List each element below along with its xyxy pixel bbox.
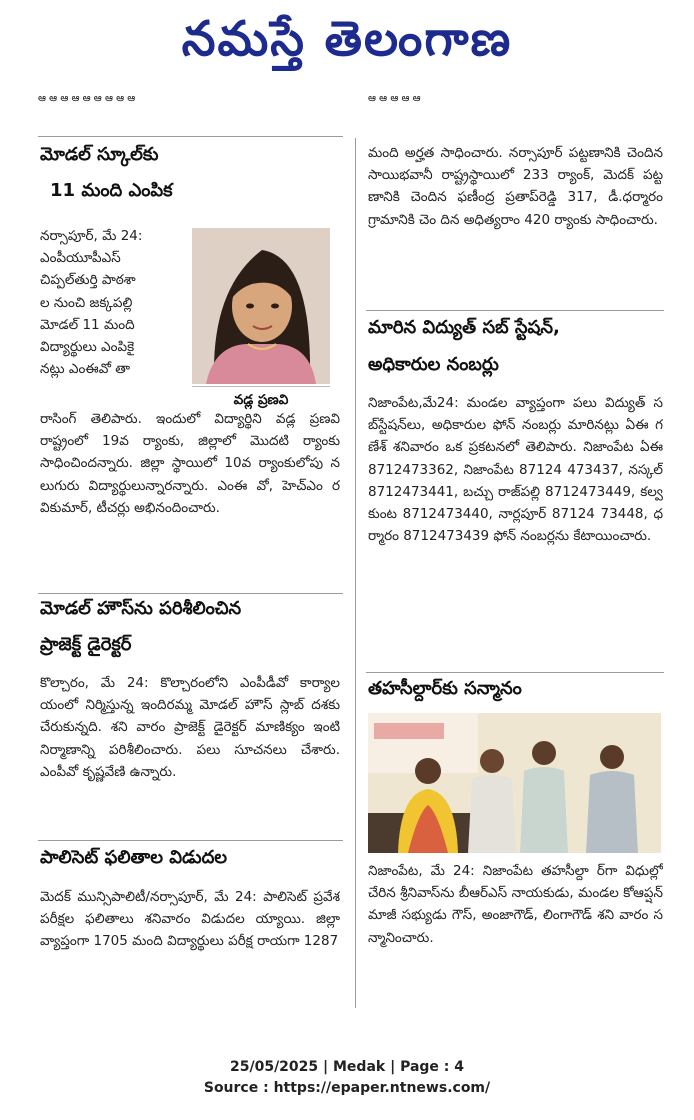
headline: మోడల్ హౌస్‌ను పరిశీలించిన xyxy=(40,598,242,619)
headline: మారిన విద్యుత్ సబ్ స్టేషన్, xyxy=(368,317,560,338)
masthead-logo: నమస్తే తెలంగాణ xyxy=(181,11,513,67)
student-photo-illustration xyxy=(192,228,330,384)
body-line: ఎంపీయూపీఎస్ xyxy=(40,250,121,267)
article-divider xyxy=(38,136,343,137)
article-divider xyxy=(38,593,343,594)
article-body: నిజాంపేట, మే 24: నిజాంపేట తహసీల్దా ర్‌గా విధుల్లో చేరిన శ్రీనివాస్‌ను బీఆర్‌ఎస్ నాయకుడు, మండల కోఆప్షన్ మాజీ సభ్యుడు గౌస్, అంజాగౌడ్, లింగాగౌడ్ శని వారం సన్మానించారు. xyxy=(368,863,663,946)
article-body: కొల్చారం, మే 24: కొల్చారంలోని ఎంపీడీవో కార్యాలయంలో నిర్మిస్తున్న ఇందిరమ్మ మోడల్ హౌస్ స్లాబ్ దశకు చేరుకున్నది. శని వారం ప్రాజెక్ట్ డైరెక్టర్ మాణిక్యం ఇంటి నిర్మాణాన్ని పరిశీలించారు. పలు సూచనలు చేశారు. ఎంపీవో కృష్ణవేణి ఉన్నారు. xyxy=(40,675,340,780)
body-line: నట్లు ఎంఈవో తా xyxy=(40,361,131,378)
student-photo xyxy=(192,228,330,384)
photo-caption: వడ్ల ప్రణవి xyxy=(192,386,330,413)
felicitation-photo xyxy=(368,713,661,853)
footer-date-line: 25/05/2025 | Medak | Page : 4 xyxy=(229,1059,465,1075)
headline: మోడల్ స్కూల్‌కు xyxy=(40,144,159,165)
headline: పాలిసెట్ ఫలితాల విడుదల xyxy=(40,847,228,868)
headline: 11 మంది ఎంపిక xyxy=(50,180,173,201)
body-line: మోడల్ 11 మంది xyxy=(40,316,135,333)
body-line: నర్సాపూర్, మే 24: xyxy=(40,228,143,244)
article-divider xyxy=(366,672,664,673)
column-divider xyxy=(355,138,356,1008)
article-body: నిజాంపేట,మే24: మండల వ్యాప్తంగా పలు విద్యుత్ సబ్‌స్టేషన్‌లు, అధికారుల ఫోన్ నంబర్లు మారినట్లు ఏఈ గణేశ్ శనివారం ఒక ప్రకటనలో తెలిపారు. నిజాంపేట ఏఈ 8712473362, నిజాంపేట 87124 473437, నస్కల్ 8712473441, బచ్చు రాజ్‌పల్లి 8712473449, కల్వకుంట 8712473440, నార్లపూర్ 87124 73448, ధర్మారం 8712473439 ఫోన్ నంబర్లను కేటాయించారు. xyxy=(368,395,663,545)
article-body: రాసింగ్ తెలిపారు. ఇందులో విద్యార్థిని వడ్ల ప్రణవి రాష్ట్రంలో 19వ ర్యాంకు, జిల్లాలో మొదటి ర్యాంకు సాధించిందన్నారు. జిల్లా స్థాయిలో 10వ ర్యాంకులోపు నలుగురు విద్యార్థులున్నారన్నారు. ఎంఈ వో, హెచ్‌ఎం రవికుమార్, టీచర్లు అభినందించారు. xyxy=(40,411,340,516)
felicitation-photo-illustration xyxy=(368,713,661,853)
headline: తహసీల్దార్‌కు సన్మానం xyxy=(368,678,522,699)
body-line: చిప్పల్‌తుర్తి పాఠశా xyxy=(40,272,136,289)
article-divider xyxy=(38,840,343,841)
article-divider xyxy=(366,310,664,311)
headline: ప్రాజెక్ట్ డైరెక్టర్ xyxy=(40,634,132,655)
body-line: ల నుంచి జక్కపల్లి xyxy=(40,294,133,311)
body-line: విద్యార్థులు ఎంపికై xyxy=(40,339,135,356)
article-body-continued: మంది అర్హత సాధించారు. నర్సాపూర్ పట్టణానికి చెందిన సాయిభవానీ రాష్ట్రస్థాయిలో 233 ర్యాంక్, మెదక్ పట్టణానికి చెందిన ఫణీంద్ర ప్రతాప్‌రెడ్డి 317, డీ.ధర్మారం గ్రామానికి చెం దిన అధిత్యరాం 420 ర్యాంకు సాధించారు. xyxy=(368,145,663,228)
cutline-right: ఆ ఆ ఆ ఆ ఆ xyxy=(368,93,421,104)
footer-source-line: Source : https://epaper.ntnews.com/ xyxy=(203,1080,491,1096)
article-body-beside-photo xyxy=(40,225,188,385)
cutline-left: ఆ ఆ ఆ ఆ ఆ ఆ ఆ ఆ ఆ xyxy=(38,93,136,104)
article-body: మెదక్ మున్సిపాలిటీ/నర్సాపూర్, మే 24: పాలిసెట్ ప్రవేశ పరీక్షల ఫలితాలు శనివారం విడుదల య్యాయి. జిల్లా వ్యాప్తంగా 1705 మంది విద్యార్థులు పరీక్ష రాయగా 1287 xyxy=(40,889,340,950)
headline: అధికారుల నంబర్లు xyxy=(368,354,499,375)
